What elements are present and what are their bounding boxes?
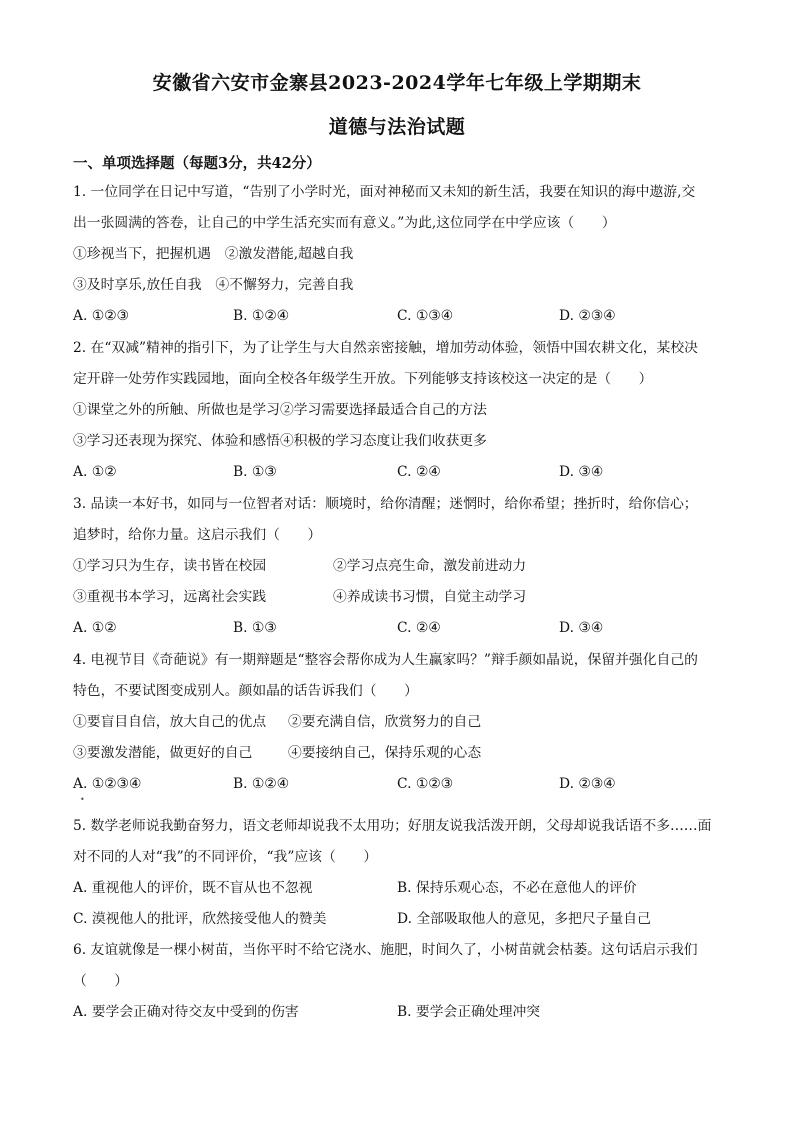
option-c: C. 漠视他人的批评，欣然接受他人的赞美 [73,911,327,927]
question-stem-line: 特色，不要试图变成别人。颜如晶的话告诉我们（ ） [73,683,418,699]
statement-line: ③及时享乐,放任自我 ④不懈努力，完善自我 [73,277,354,293]
option-a: A. ①②③ [73,308,129,324]
question-stem-line: 5. 数学老师说我勤奋努力，语文老师却说我不太用功；好朋友说我活泼开朗，父母却说我话语不多……面 [73,818,712,834]
statement: ①学习只为生存，读书皆在校园 [73,558,267,574]
question-stem-line: 出一张圆满的答卷，让自己的中学生活充实而有意义。”为此,这位同学在中学应该（ ） [73,215,616,231]
option-c: C. ①②③ [397,776,453,792]
statement: ③要激发潜能，做更好的自己 [73,745,253,761]
question-stem-line: 定开辟一处劳作实践园地，面向全校各年级学生开放。下列能够支持该校这一决定的是（ ） [73,371,653,387]
option-a: A. ①② [73,464,117,480]
option-b: B. ①③ [233,464,277,480]
option-b: B. 要学会正确处理冲突 [397,1004,541,1020]
option-d: D. 全部吸取他人的意见，多把尺子量自己 [397,911,651,927]
question-stem-line: 3. 品读一本好书，如同与一位智者对话：顺境时，给你清醒；迷惘时，给你希望；挫折时，给你信心； [73,496,698,512]
option-b: B. ①②④ [233,308,290,324]
statement-line: ①课堂之外的所触、所做也是学习②学习需要选择最适合自己的方法 [73,402,487,418]
option-c: C. ①③④ [397,308,453,324]
stray-dot: • [80,795,85,804]
question-stem-line: 对不同的人对“我”的不同评价，“我”应该（ ） [73,849,378,865]
statement-line: ③学习还表现为探究、体验和感悟④积极的学习态度让我们收获更多 [73,433,487,449]
option-a: A. ①②③④ [73,776,142,792]
doc-title: 安徽省六安市金寨县2023-2024学年七年级上学期期末 [152,72,642,94]
question-stem-line: 6. 友谊就像是一棵小树苗，当你平时不给它浇水、施肥，时间久了，小树苗就会枯萎。这句话启示我们 [73,942,698,958]
option-b: B. 保持乐观心态，不必在意他人的评价 [397,880,637,896]
option-a: A. ①② [73,620,117,636]
statement: ②要充满自信，欣赏努力的自己 [288,714,482,730]
question-stem-line: 2. 在“双减”精神的指引下，为了让学生与大自然亲密接触，增加劳动体验，领悟中国农耕文化，某校决 [73,340,698,356]
option-d: D. ③④ [559,464,604,480]
option-d: D. ②③④ [559,776,616,792]
option-d: D. ②③④ [559,308,616,324]
question-stem-line: 追梦时，给你力量。这启示我们（ ） [73,527,322,543]
statement: ②学习点亮生命，激发前进动力 [333,558,527,574]
option-b: B. ①③ [233,620,277,636]
statement: ①要盲目自信，放大自己的优点 [73,714,267,730]
question-stem-line: （ ） [73,973,129,989]
statement: ③重视书本学习，远离社会实践 [73,589,267,605]
option-c: C. ②④ [397,464,441,480]
question-stem-line: 1. 一位同学在日记中写道，“告别了小学时光，面对神秘而又未知的新生活，我要在知识的海中遨游,交 [73,184,696,200]
statement: ④养成读书习惯，自觉主动学习 [333,589,527,605]
question-stem-line: 4. 电视节目《奇葩说》有一期辩题是“整容会帮你成为人生赢家吗？”辩手颜如晶说，保留并强化自己的 [73,652,698,668]
statement: ④要接纳自己，保持乐观的心态 [288,745,482,761]
option-a: A. 重视他人的评价，既不盲从也不忽视 [73,880,313,896]
option-c: C. ②④ [397,620,441,636]
statement-line: ①珍视当下，把握机遇 ②激发潜能,超越自我 [73,246,354,262]
option-a: A. 要学会正确对待交友中受到的伤害 [73,1004,299,1020]
section-heading: 一、单项选择题（每题3分，共42分） [73,155,321,172]
option-d: D. ③④ [559,620,604,636]
option-b: B. ①②④ [233,776,290,792]
doc-subtitle: 道德与法治试题 [328,116,466,138]
